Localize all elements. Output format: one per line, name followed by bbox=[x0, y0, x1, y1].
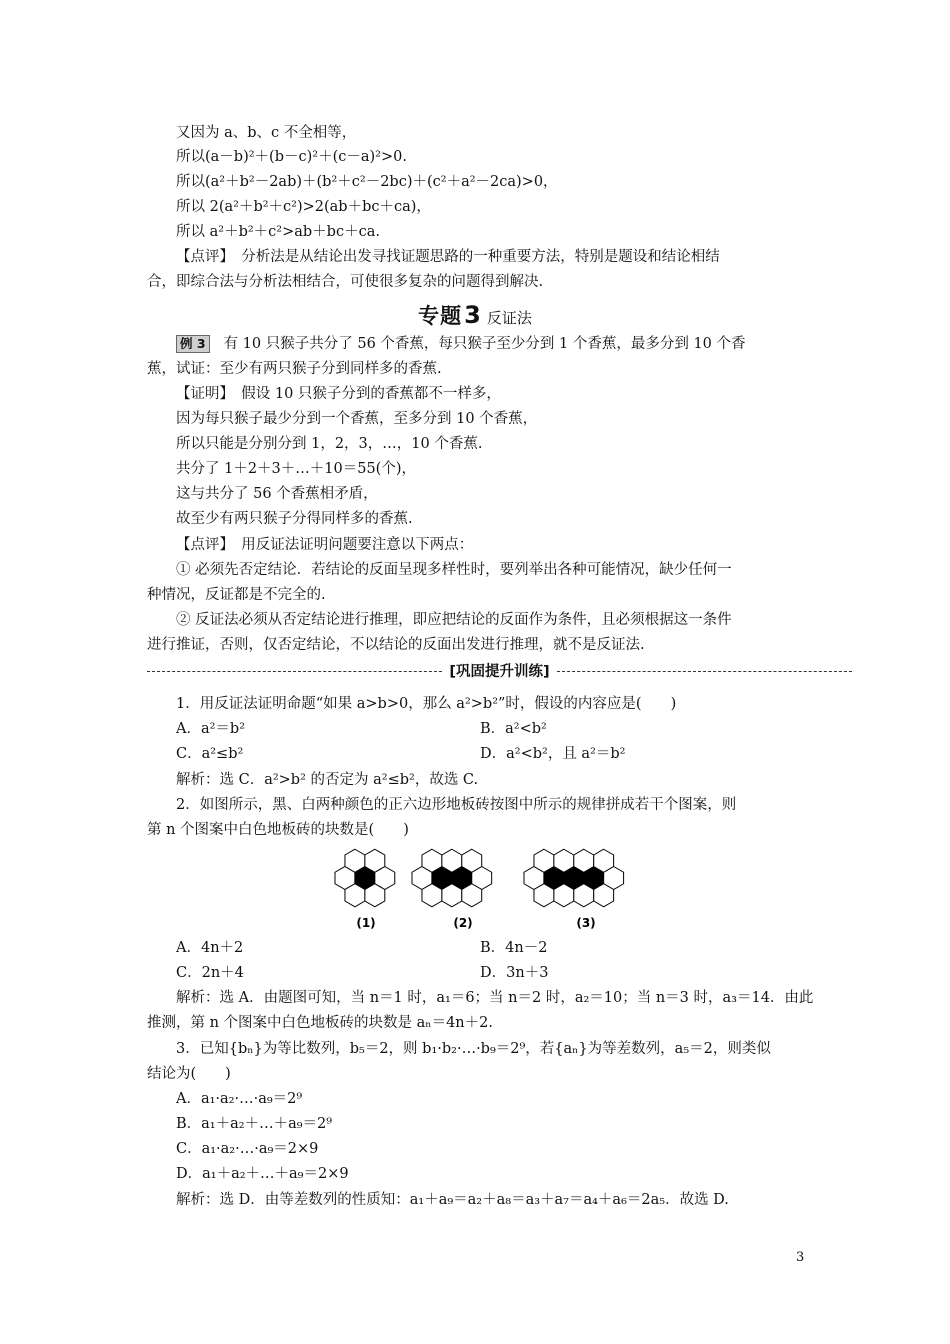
text-line: 所以 a²＋b²＋c²>ab＋bc＋ca. bbox=[176, 224, 380, 240]
proof-line: 所以只能是分别分到 1，2，3，…，10 个香蕉. bbox=[176, 436, 483, 452]
section-title-label: 专题 bbox=[418, 304, 463, 328]
proof-line: 因为每只猴子最少分到一个香蕉，至多分到 10 个香蕉， bbox=[176, 411, 538, 427]
page-number: 3 bbox=[796, 1250, 805, 1265]
hexagon-tiles bbox=[335, 849, 624, 907]
option-b: B．a₁＋a₂＋…＋a₉＝2⁹ bbox=[176, 1116, 333, 1132]
white-hex-tile bbox=[422, 884, 442, 907]
solution-line: 推测，第 n 个图案中白色地板砖的块数是 aₙ＝4n＋2. bbox=[147, 1015, 493, 1031]
white-hex-tile bbox=[462, 884, 482, 907]
comment-line: 【点评】 分析法是从结论出发寻找证题思路的一种重要方法，特别是题设和结论相结 bbox=[176, 249, 720, 265]
proof-line: 共分了 1＋2＋3＋…＋10＝55(个)， bbox=[176, 461, 416, 477]
option-b: B．4n－2 bbox=[480, 940, 548, 956]
option-b: B．a²<b² bbox=[480, 721, 547, 737]
figure-label: (1) bbox=[356, 916, 376, 930]
text-line: 所以 2(a²＋b²＋c²)>2(ab＋bc＋ca)， bbox=[176, 199, 431, 215]
white-hex-tile bbox=[345, 884, 365, 907]
white-hex-tile bbox=[574, 849, 594, 872]
text-line: 所以(a－b)²＋(b－c)²＋(c－a)²>0. bbox=[176, 149, 407, 165]
comment-line: 种情况，反证都是不完全的. bbox=[147, 587, 326, 603]
section-title bbox=[0, 300, 950, 330]
example-question-text: 有 10 只猴子共分了 56 个香蕉，每只猴子至少分到 1 个香蕉，最多分到 10 个香 bbox=[223, 336, 746, 352]
practice-title: [巩固提升训练] bbox=[443, 661, 555, 683]
example-question-line bbox=[176, 334, 746, 354]
dashed-rule-right bbox=[552, 671, 852, 672]
comment-line: 合，即综合法与分析法相结合，可使很多复杂的问题得到解决. bbox=[147, 274, 544, 290]
option-a: A．a²＝b² bbox=[176, 721, 246, 737]
proof-line: 【证明】 假设 10 只猴子分到的香蕉都不一样多， bbox=[176, 386, 501, 402]
option-c: C．2n＋4 bbox=[176, 965, 244, 981]
white-hex-tile bbox=[365, 849, 385, 872]
white-hex-tile bbox=[534, 884, 554, 907]
text-line: 又因为 a、b、c 不全相等， bbox=[176, 125, 357, 141]
comment-line: ② 反证法必须从否定结论进行推理，即应把结论的反面作为条件，且必须根据这一条件 bbox=[176, 612, 732, 628]
white-hex-tile bbox=[554, 884, 574, 907]
option-a: A．4n＋2 bbox=[176, 940, 244, 956]
comment-line: ① 必须先否定结论．若结论的反面呈现多样性时，要列举出各种可能情况，缺少任何一 bbox=[176, 562, 732, 578]
option-d: D．a²<b²，且 a²＝b² bbox=[480, 746, 626, 762]
white-hex-tile bbox=[594, 884, 614, 907]
white-hex-tile bbox=[594, 849, 614, 872]
question-stem: 3．已知{bₙ}为等比数列，b₅＝2，则 b₁·b₂·…·b₉＝2⁹，若{aₙ}为等差数列，a₅＝2，则类似 bbox=[176, 1041, 771, 1057]
white-hex-tile bbox=[442, 884, 462, 907]
option-c: C．a²≤b² bbox=[176, 746, 244, 762]
question-stem: 结论为( ) bbox=[147, 1066, 231, 1082]
white-hex-tile bbox=[365, 884, 385, 907]
figure-label: (3) bbox=[576, 916, 596, 930]
white-hex-tile bbox=[554, 849, 574, 872]
example-question-line: 蕉，试证：至少有两只猴子分到同样多的香蕉. bbox=[147, 361, 442, 377]
white-hex-tile bbox=[462, 849, 482, 872]
white-hex-tile bbox=[574, 884, 594, 907]
question-stem: 第 n 个图案中白色地板砖的块数是( ) bbox=[147, 822, 409, 838]
question-stem: 2．如图所示，黑、白两种颜色的正六边形地板砖按图中所示的规律拼成若干个图案，则 bbox=[176, 797, 737, 813]
hexagon-tiling-figure bbox=[330, 840, 660, 940]
example-tag: 例 3 bbox=[176, 335, 210, 353]
section-title-number: 3 bbox=[464, 301, 481, 329]
proof-line: 故至少有两只猴子分得同样多的香蕉. bbox=[176, 511, 413, 527]
option-a: A．a₁·a₂·…·a₉＝2⁹ bbox=[176, 1091, 303, 1107]
option-d: D．3n＋3 bbox=[480, 965, 549, 981]
question-stem: 1．用反证法证明命题“如果 a>b>0，那么 a²>b²”时，假设的内容应是( ) bbox=[176, 696, 677, 712]
solution-line: 解析：选 D．由等差数列的性质知：a₁＋a₉＝a₂＋a₈＝a₃＋a₇＝a₄＋a₆＝2a₅．故选 D. bbox=[176, 1192, 729, 1208]
text-line: 所以(a²＋b²－2ab)＋(b²＋c²－2bc)＋(c²＋a²－2ca)>0， bbox=[176, 174, 558, 190]
white-hex-tile bbox=[422, 849, 442, 872]
white-hex-tile bbox=[345, 849, 365, 872]
figure-label: (2) bbox=[453, 916, 473, 930]
white-hex-tile bbox=[534, 849, 554, 872]
practice-divider bbox=[147, 661, 852, 683]
white-hex-tile bbox=[442, 849, 462, 872]
proof-line: 这与共分了 56 个香蕉相矛盾， bbox=[176, 486, 378, 502]
comment-line: 【点评】 用反证法证明问题要注意以下两点： bbox=[176, 537, 474, 553]
comment-line: 进行推证，否则，仅否定结论，不以结论的反面出发进行推理，就不是反证法. bbox=[147, 637, 645, 653]
solution-line: 解析：选 A．由题图可知，当 n＝1 时，a₁＝6；当 n＝2 时，a₂＝10；当 n＝3 时，a₃＝14．由此 bbox=[176, 990, 814, 1006]
solution-line: 解析：选 C．a²>b² 的否定为 a²≤b²，故选 C. bbox=[176, 772, 479, 788]
section-subtitle: 反证法 bbox=[486, 309, 532, 327]
option-d: D．a₁＋a₂＋…＋a₉＝2×9 bbox=[176, 1166, 349, 1182]
option-c: C．a₁·a₂·…·a₉＝2×9 bbox=[176, 1141, 319, 1157]
dashed-rule-left bbox=[147, 671, 447, 672]
